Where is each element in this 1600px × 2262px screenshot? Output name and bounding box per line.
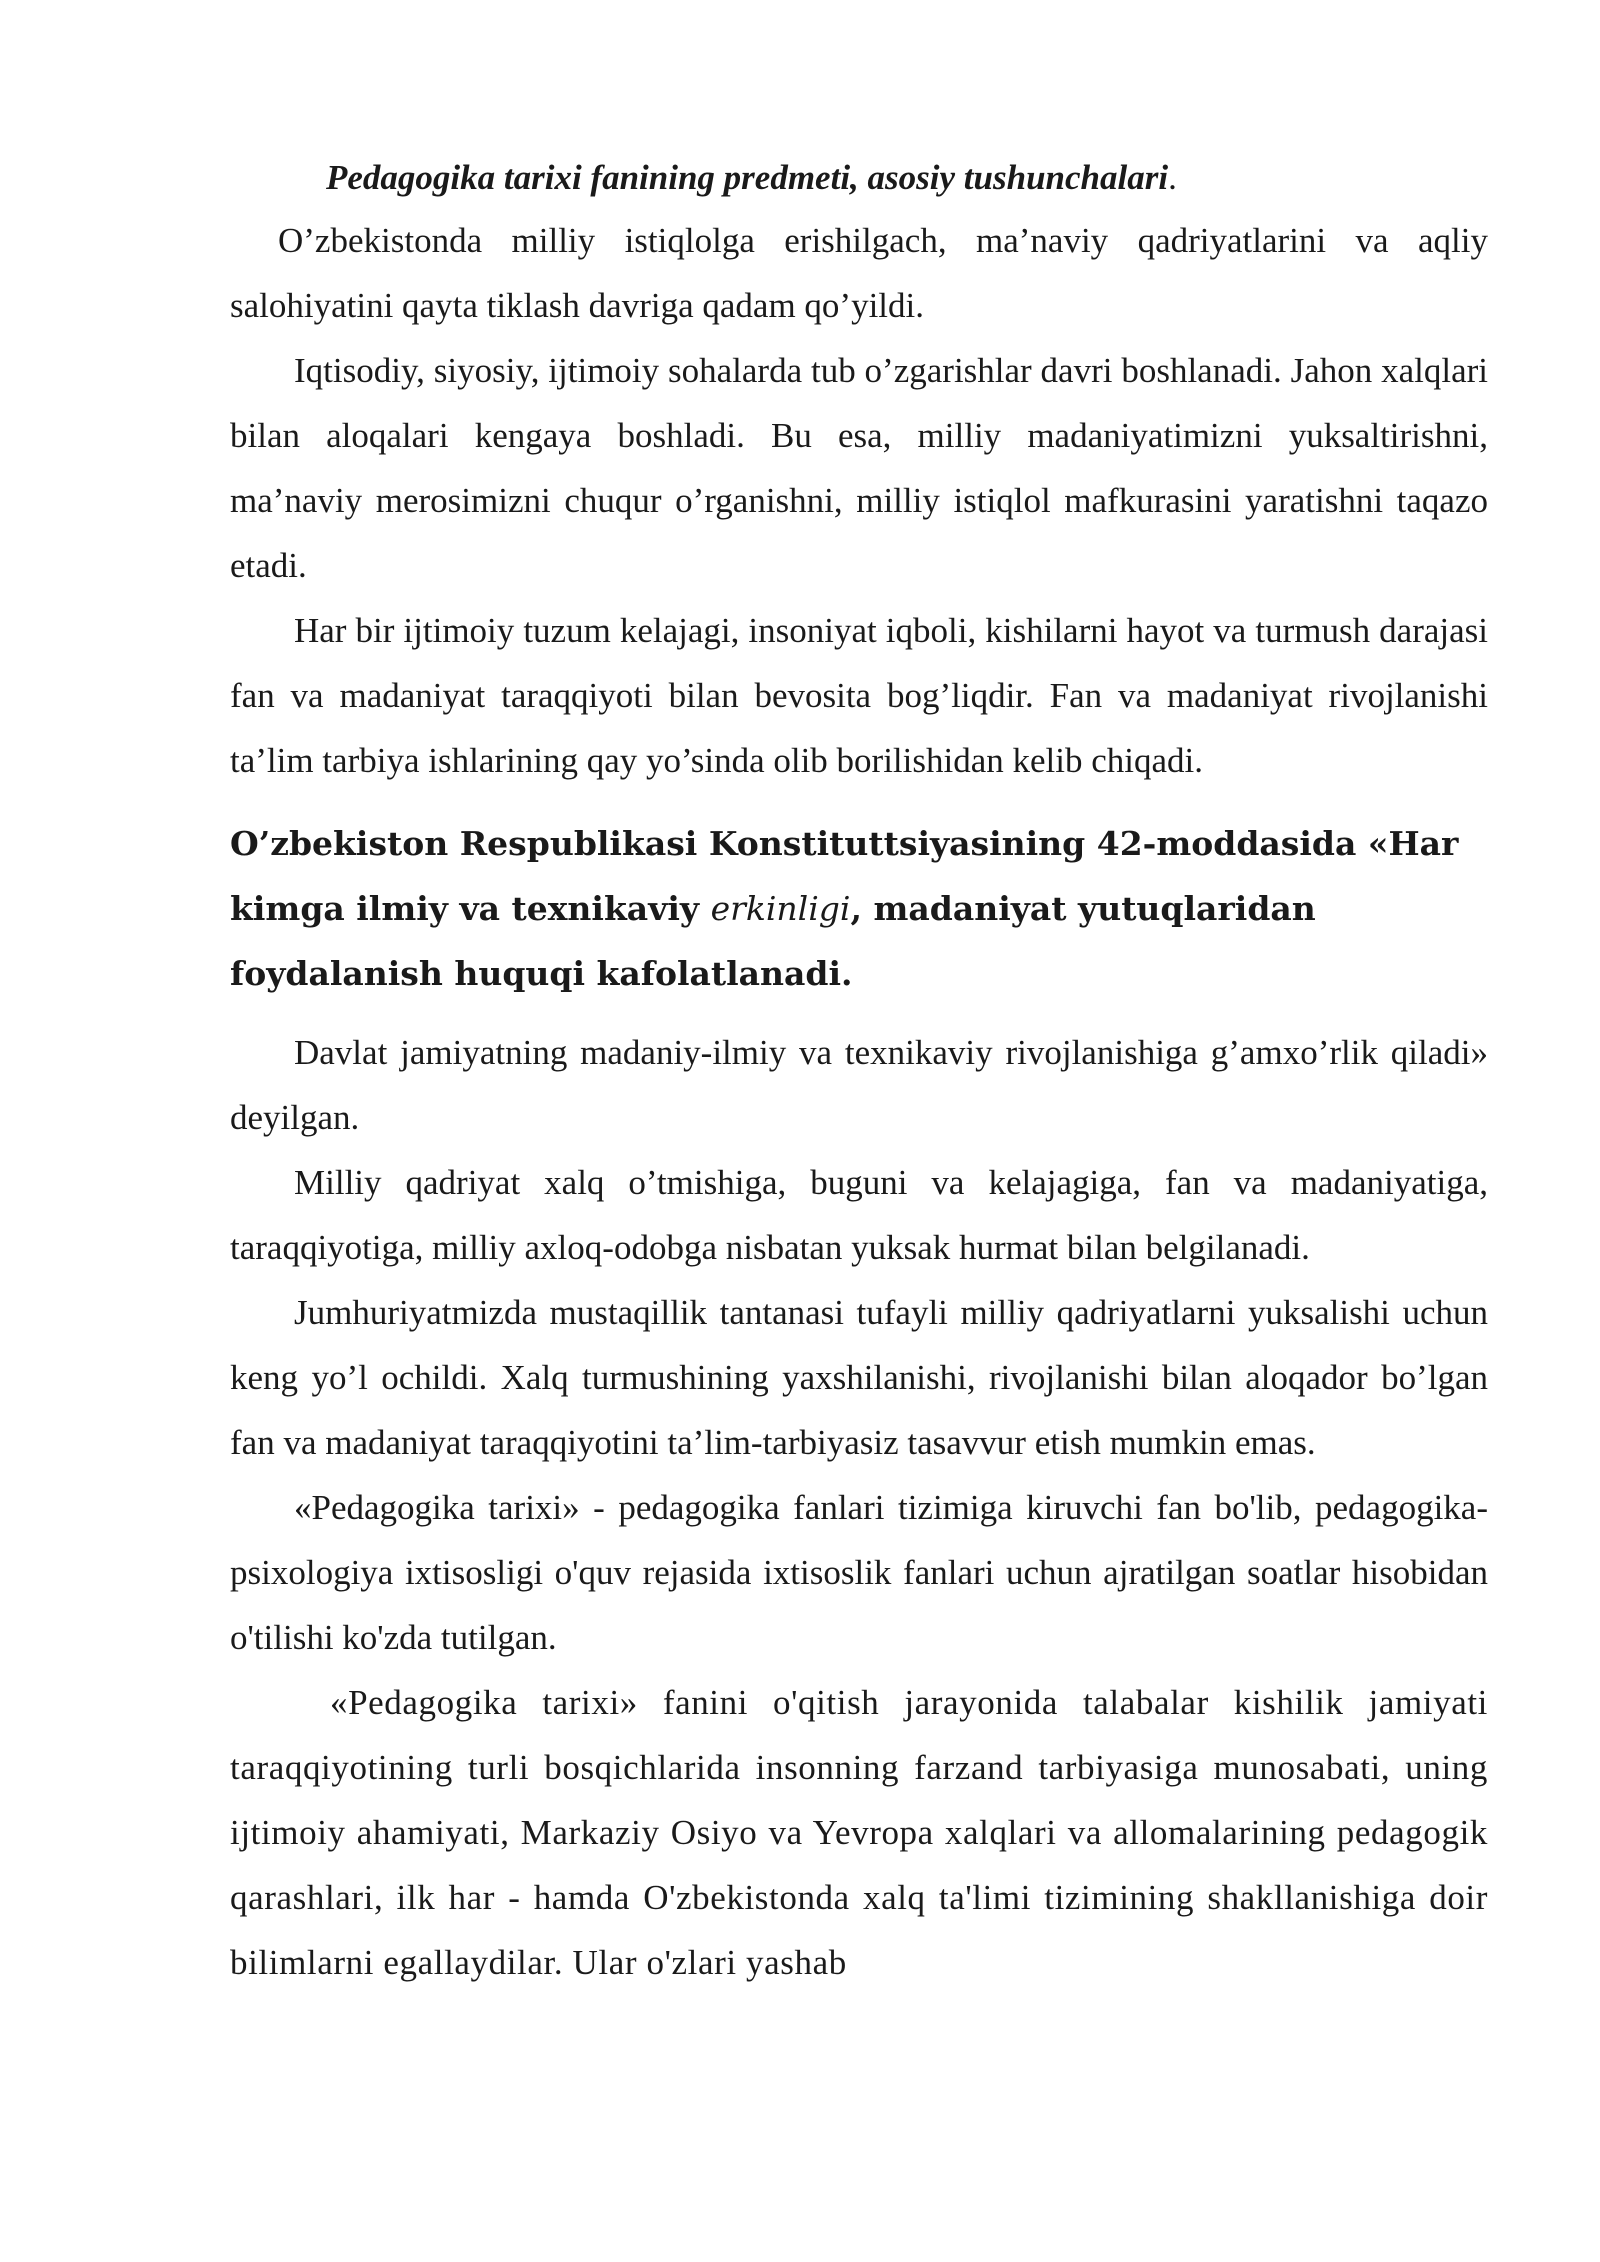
constitution-quote bbox=[230, 811, 1488, 1006]
constitution-quote-part2: , madaniyat yutuqlaridan foydalanish huquqi kafolatlanadi. bbox=[230, 889, 1316, 993]
paragraph-4: Davlat jamiyatning madaniy-ilmiy va texnikaviy rivojlanishiga g’amxo’rlik qiladi» deyilgan. bbox=[230, 1033, 1488, 1137]
page-title bbox=[230, 148, 1488, 208]
title-dot: . bbox=[1168, 158, 1177, 197]
constitution-quote-part1: O’zbekiston Respublikasi Konstituttsiyasining 42-moddasida «Har kimga ilmiy va texnikaviy bbox=[230, 824, 1459, 928]
paragraph-3: Har bir ijtimoiy tuzum kelajagi, insoniyat iqboli, kishilarni hayot va turmush darajasi fan va madaniyat taraqqiyoti bilan bevosita bog’liqdir. Fan va madaniyat rivojlanishi ta’lim tarbiya ishlarining qay yo’sinda olib borilishidan kelib chiqadi. bbox=[230, 611, 1488, 780]
constitution-quote-italic: erkinligi bbox=[710, 889, 851, 928]
document-body bbox=[230, 148, 1488, 1995]
paragraph-5: Milliy qadriyat xalq o’tmishiga, buguni va kelajagiga, fan va madaniyatiga, taraqqiyotiga, milliy axloq-odobga nisbatan yuksak hurmat bilan belgilanadi. bbox=[230, 1163, 1488, 1267]
paragraph-6: Jumhuriyatmizda mustaqillik tantanasi tufayli milliy qadriyatlarni yuksalishi uchun keng yo’l ochildi. Xalq turmushining yaxshilanishi, rivojlanishi bilan aloqador bo’lgan fan va madaniyat taraqqiyotini ta’lim-tarbiyasiz tasavvur etish mumkin emas. bbox=[230, 1293, 1488, 1462]
paragraph-8: «Pedagogika tarixi» fanini o'qitish jarayonida talabalar kishilik jamiyati taraqqiyotining turli bosqichlarida insonning farzand tarbiyasiga munosabati, uning ijtimoiy ahamiyati, Markaziy Osiyo va Yevropa xalqlari va allomalarining pedagogik qarashlari, ilk har - hamda O'zbekistonda xalq ta'limi tizimining shakllanishiga doir bilimlarni egallaydilar. Ular o'zlari yashab bbox=[230, 1683, 1488, 1982]
paragraph-7: «Pedagogika tarixi» - pedagogika fanlari tizimiga kiruvchi fan bo'lib, pedagogika-psixologiya ixtisosligi o'quv rejasida ixtisoslik fanlari uchun ajratilgan soatlar hisobidan o'tilishi ko'zda tutilgan. bbox=[230, 1488, 1488, 1657]
paragraph-1: O’zbekistonda milliy istiqlolga erishilgach, ma’naviy qadriyatlarini va aqliy salohiyatini qayta tiklash davriga qadam qo’yildi. bbox=[230, 221, 1488, 325]
title-text: Pedagogika tarixi fanining predmeti, asosiy tushunchalari bbox=[326, 158, 1169, 197]
paragraph-2: Iqtisodiy, siyosiy, ijtimoiy sohalarda tub o’zgarishlar davri boshlanadi. Jahon xalqlari bilan aloqalari kengaya boshladi. Bu esa, milliy madaniyatimizni yuksaltirishni, ma’naviy merosimizni chuqur o’rganishni, milliy istiqlol mafkurasini yaratishni taqazo etadi. bbox=[230, 351, 1488, 585]
